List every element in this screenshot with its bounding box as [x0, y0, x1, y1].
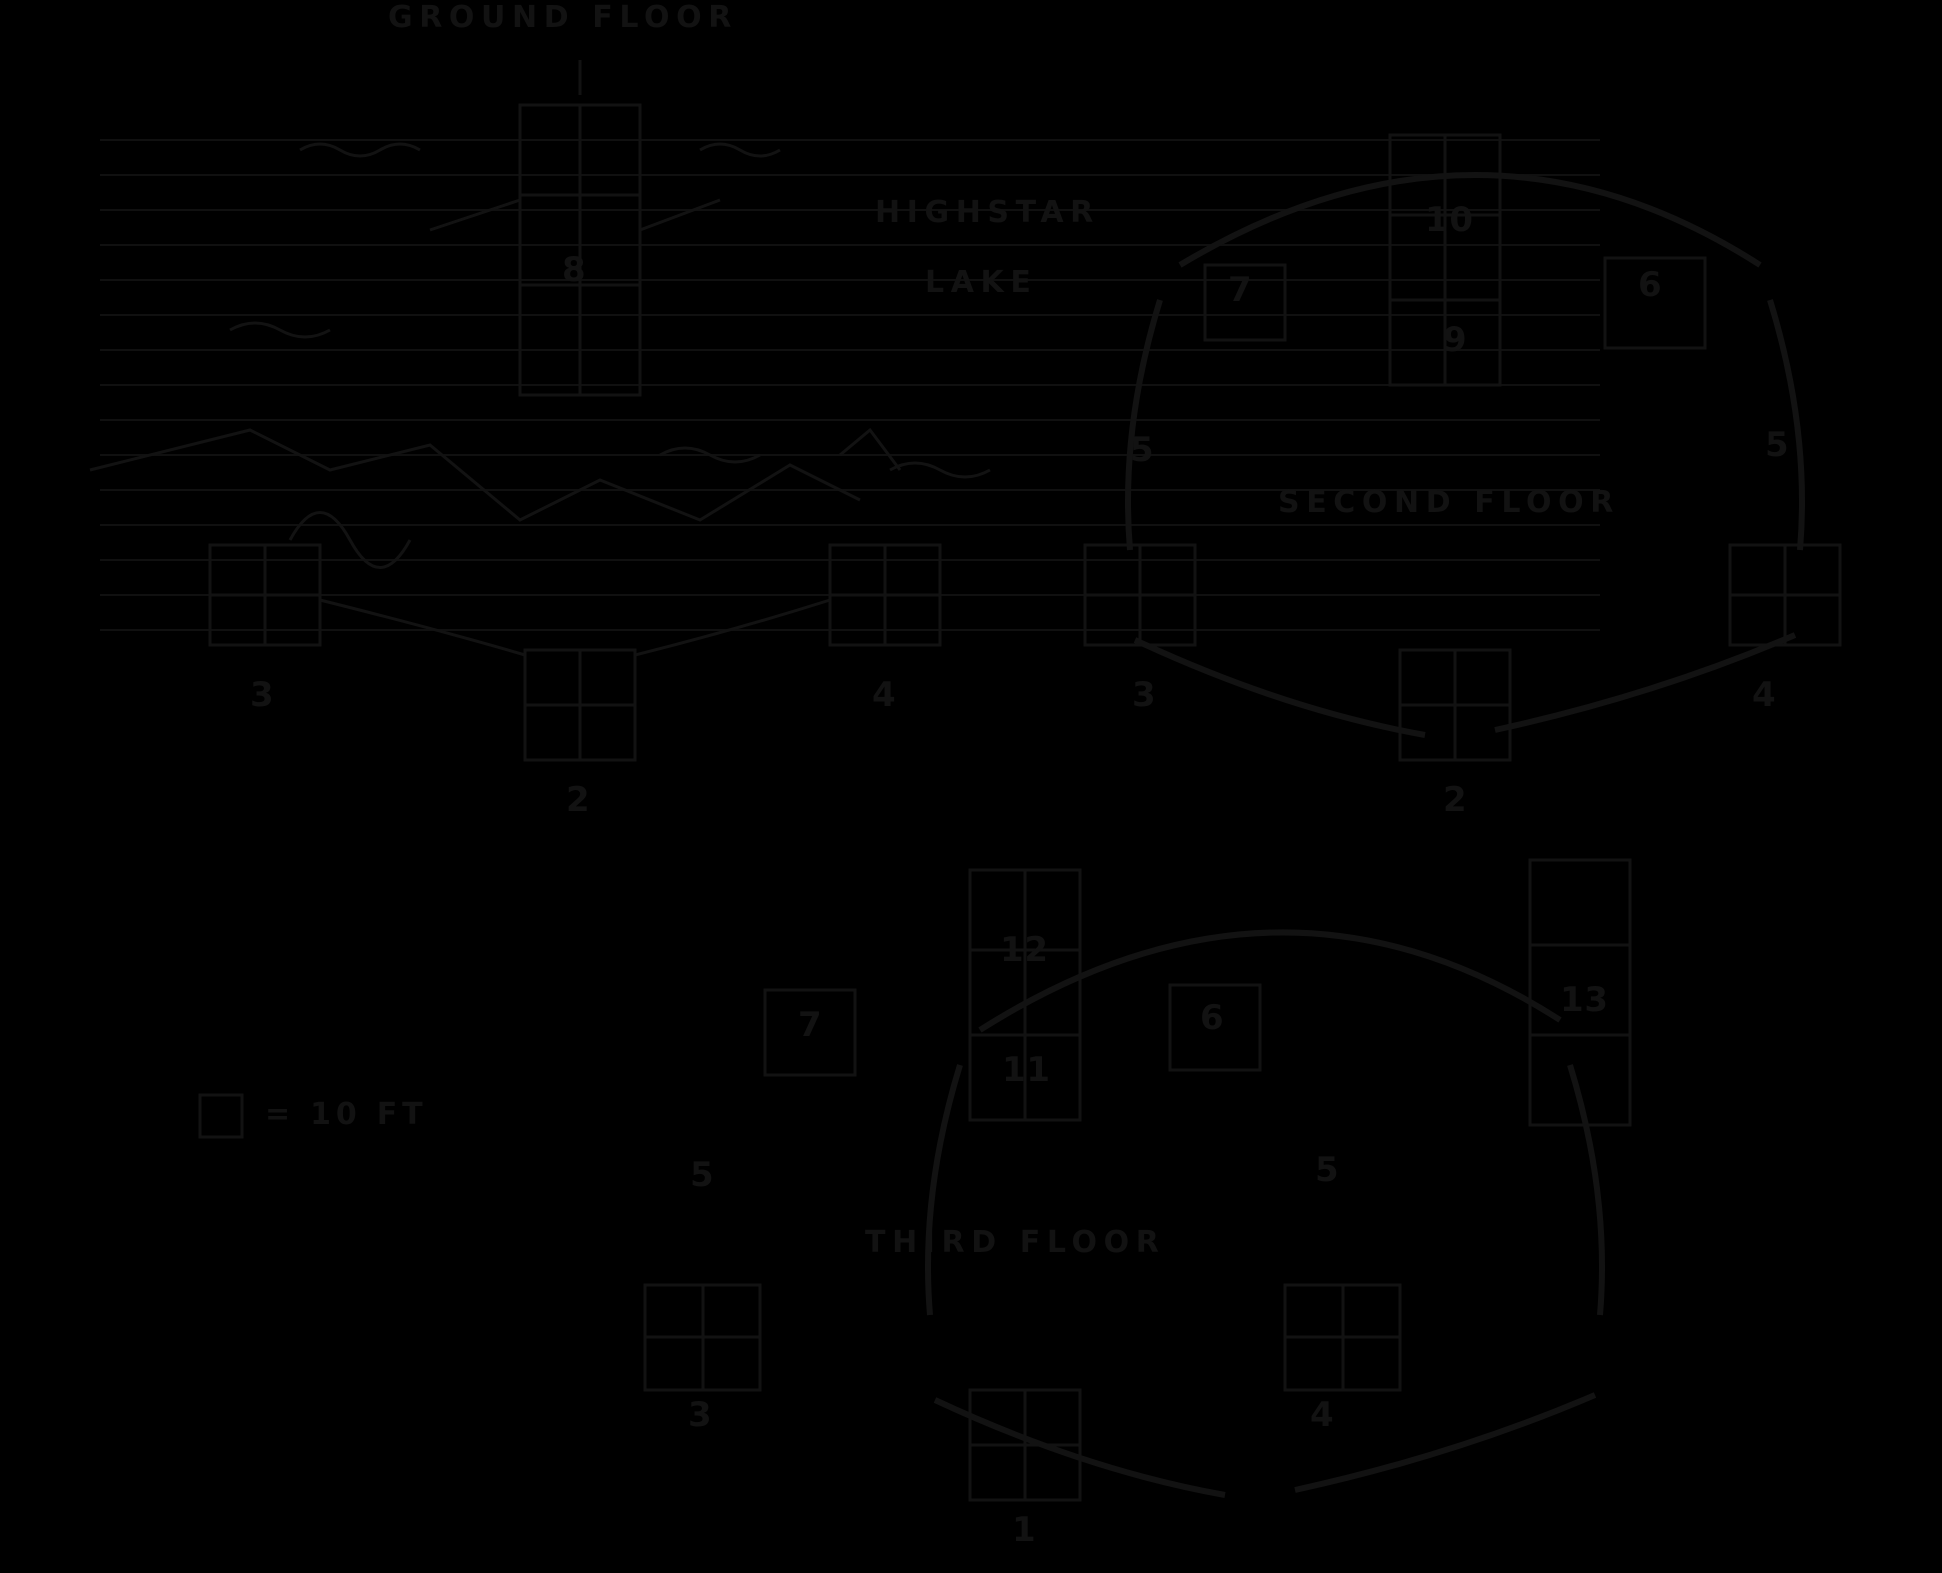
lake-label-line1: HIGHSTAR	[875, 195, 1100, 230]
scale-key-label: = 10 FT	[265, 1097, 428, 1132]
room-label-third-5-right[interactable]: 5	[1315, 1150, 1340, 1190]
room-label-third-11[interactable]: 11	[1002, 1050, 1051, 1090]
room-label-second-5-left[interactable]: 5	[1130, 430, 1155, 470]
room-label-second-7[interactable]: 7	[1228, 270, 1253, 310]
third-floor-title: THIRD FLOOR	[865, 1225, 1166, 1260]
room-label-third-5-left[interactable]: 5	[690, 1155, 715, 1195]
second-floor-title: SECOND FLOOR	[1278, 485, 1620, 520]
room-label-second-10[interactable]: 10	[1425, 200, 1474, 240]
room-label-third-6[interactable]: 6	[1200, 998, 1225, 1038]
room-label-third-3[interactable]: 3	[688, 1395, 713, 1435]
room-label-third-1[interactable]: 1	[1012, 1510, 1037, 1550]
room-label-second-4[interactable]: 4	[1752, 675, 1777, 715]
room-label-third-13[interactable]: 13	[1560, 980, 1609, 1020]
room-label-second-6[interactable]: 6	[1638, 265, 1663, 305]
room-label-second-3[interactable]: 3	[1132, 675, 1157, 715]
room-label-second-5-right[interactable]: 5	[1765, 425, 1790, 465]
room-label-ground-4[interactable]: 4	[872, 675, 897, 715]
room-label-second-2[interactable]: 2	[1443, 780, 1468, 820]
room-label-ground-3[interactable]: 3	[250, 675, 275, 715]
room-label-ground-8[interactable]: 8	[562, 250, 587, 290]
room-label-second-9[interactable]: 9	[1443, 320, 1468, 360]
room-label-third-7[interactable]: 7	[798, 1005, 823, 1045]
room-label-third-12[interactable]: 12	[1000, 930, 1049, 970]
room-label-ground-2[interactable]: 2	[566, 780, 591, 820]
lake-label-line2: LAKE	[925, 265, 1038, 300]
room-label-third-4[interactable]: 4	[1310, 1395, 1335, 1435]
ground-floor-title: GROUND FLOOR	[388, 0, 738, 35]
